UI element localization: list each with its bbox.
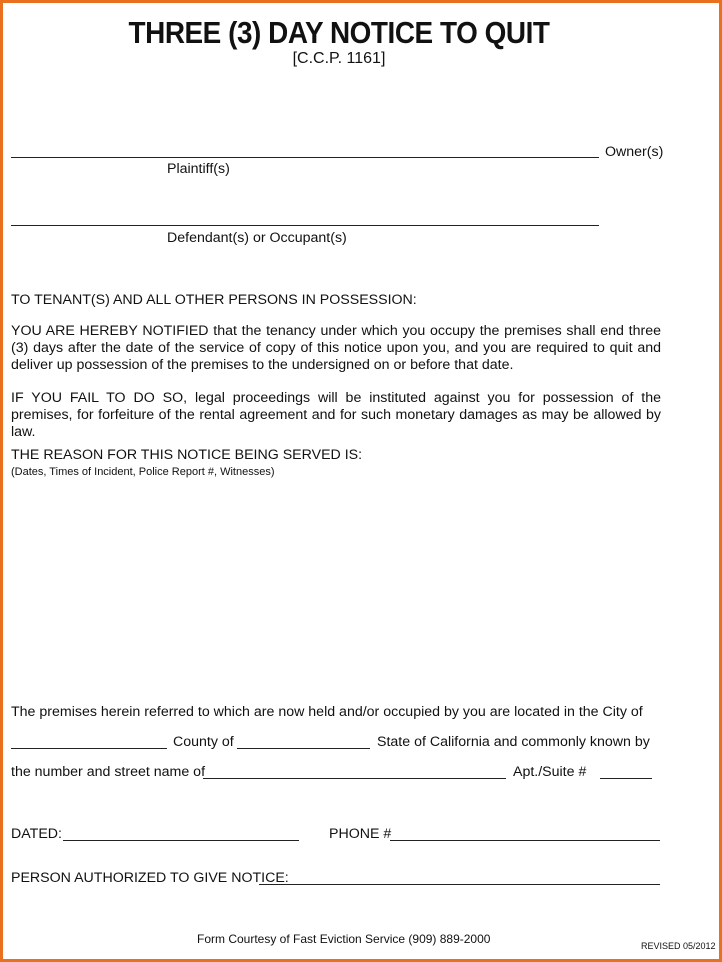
footer-courtesy: Form Courtesy of Fast Eviction Service (909) 889-2000 <box>197 932 491 946</box>
plaintiff-label: Plaintiff(s) <box>167 161 230 177</box>
phone-line[interactable] <box>390 840 660 841</box>
county-line[interactable] <box>237 748 370 749</box>
fail-paragraph: IF YOU FAIL TO DO SO, legal proceedings will be instituted against you for possession of the premises, for forfeiture of the rental agreement and for such monetary damages as may be allowed by law. <box>11 390 661 440</box>
phone-label: PHONE # <box>329 826 392 842</box>
revised-date: REVISED 05/2012 <box>641 941 716 951</box>
premises-text: The premises herein referred to which are now held and/or occupied by you are located in the City of <box>11 704 643 720</box>
defendant-line[interactable] <box>11 225 599 226</box>
owner-label: Owner(s) <box>605 144 664 160</box>
apt-line[interactable] <box>600 778 652 779</box>
apt-label: Apt./Suite # <box>513 764 587 780</box>
reason-entry-area[interactable] <box>11 481 661 691</box>
reason-heading: THE REASON FOR THIS NOTICE BEING SERVED IS: <box>11 447 363 463</box>
state-label: State of California and commonly known by <box>377 734 650 750</box>
plaintiff-line[interactable] <box>11 157 599 158</box>
notice-paragraph: YOU ARE HEREBY NOTIFIED that the tenancy under which you occupy the premises shall end three (3) days after the date of the service of copy of this notice upon you, and you are required to quit and deliver up possession of the premises to the undersigned on or before that date. <box>11 323 661 373</box>
to-tenant-heading: TO TENANT(S) AND ALL OTHER PERSONS IN POSSESSION: <box>11 292 417 308</box>
authorized-label: PERSON AUTHORIZED TO GIVE NOTICE: <box>11 870 289 886</box>
county-label: County of <box>173 734 234 750</box>
form-subtitle: [C.C.P. 1161] <box>292 50 386 67</box>
dated-label: DATED: <box>11 826 62 842</box>
street-label: the number and street name of <box>11 764 206 780</box>
reason-hint: (Dates, Times of Incident, Police Report #, Witnesses) <box>11 466 275 478</box>
street-line[interactable] <box>203 778 506 779</box>
dated-line[interactable] <box>63 840 299 841</box>
city-line[interactable] <box>11 748 167 749</box>
form-title: THREE (3) DAY NOTICE TO QUIT <box>128 15 550 50</box>
defendant-label: Defendant(s) or Occupant(s) <box>167 230 347 246</box>
authorized-line[interactable] <box>259 884 660 885</box>
